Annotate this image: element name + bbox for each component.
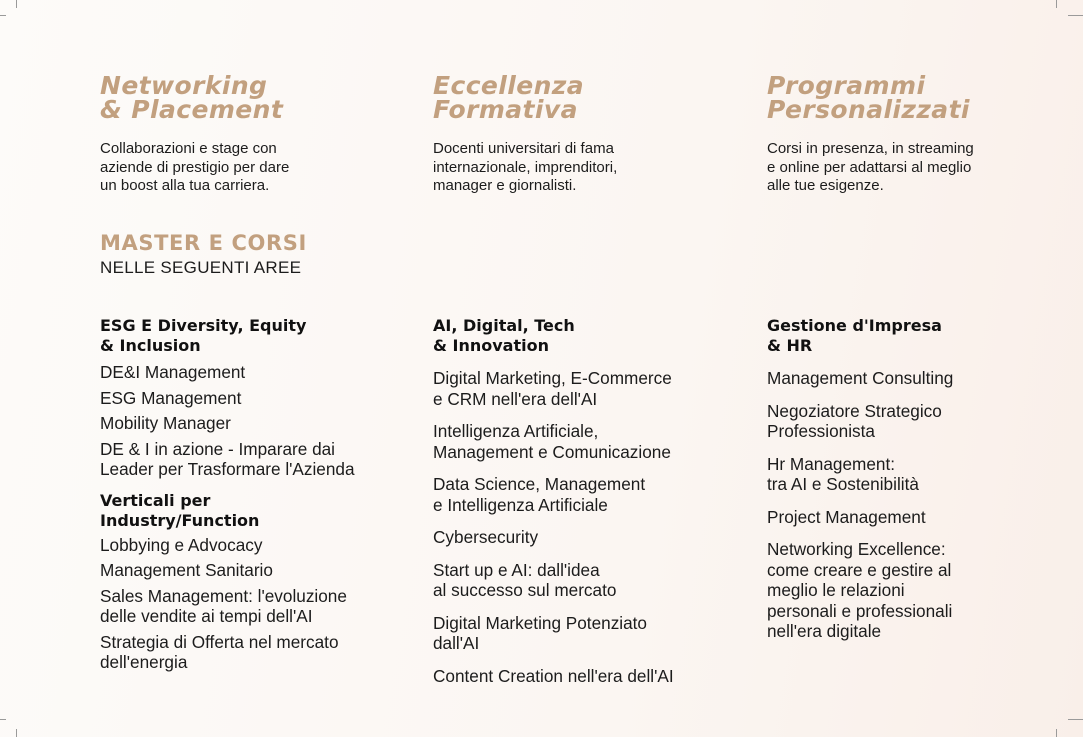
- area-title-line: Gestione d'Impresa: [767, 316, 942, 335]
- course-line: Content Creation nell'era dell'AI: [433, 665, 674, 686]
- master-title: MASTER E CORSI: [100, 231, 307, 255]
- course-line: al successo sul mercato: [433, 580, 617, 600]
- feature-desc-programmi: [767, 140, 1083, 196]
- course-line: tra AI e Sostenibilità: [767, 474, 919, 494]
- course-item: [433, 421, 763, 462]
- area-title-esg: [100, 316, 430, 356]
- crop-mark-right-top: [1068, 15, 1083, 16]
- feature-desc-line: e online per adattarsi al meglio: [767, 158, 972, 176]
- course-item: [767, 368, 1083, 389]
- feature-desc-line: Docenti universitari di fama: [433, 140, 614, 157]
- feature-title-line: Formativa: [433, 95, 578, 124]
- crop-mark-left-top: [0, 15, 6, 16]
- feature-desc-line: Corsi in presenza, in streaming: [767, 140, 974, 157]
- area-column-gestione: [767, 316, 1083, 642]
- area-title-line: Verticali per: [100, 490, 211, 510]
- feature-desc-line: alle tue esigenze.: [767, 177, 884, 194]
- feature-title-line: & Placement: [100, 95, 284, 124]
- course-line: Strategia di Offerta nel mercato: [100, 631, 339, 652]
- course-line: Start up e AI: dall'idea: [433, 559, 600, 580]
- course-line: Sales Management: l'evoluzione: [100, 585, 347, 606]
- course-line: Professionista: [767, 421, 875, 441]
- course-line: Lobbying e Advocacy: [100, 534, 263, 555]
- area-title-line: Industry/Function: [100, 510, 260, 530]
- feature-desc-line: aziende di prestigio per dare: [100, 158, 290, 176]
- crop-mark-bottom-left: [16, 729, 17, 737]
- course-item: [433, 613, 763, 654]
- course-line: Negoziatore Strategico: [767, 400, 942, 421]
- feature-title-line: Personalizzati: [767, 95, 970, 124]
- course-item: [433, 527, 763, 548]
- course-item: [767, 507, 1083, 528]
- area-title-verticali: [100, 491, 430, 531]
- master-subtitle: NELLE SEGUENTI AREE: [100, 258, 302, 277]
- course-item: [433, 666, 763, 687]
- feature-title-programmi: [767, 71, 970, 124]
- course-line: Data Science, Management: [433, 474, 646, 494]
- course-line: DE & I in azione - Imparare dai: [100, 438, 336, 459]
- course-line: dall'AI: [433, 633, 480, 653]
- feature-desc-line: manager e giornalisti.: [433, 177, 577, 194]
- course-item: [100, 439, 430, 480]
- area-title-line: ESG E Diversity, Equity: [100, 316, 307, 335]
- feature-title-eccellenza: [433, 71, 584, 124]
- course-line: Hr Management:: [767, 453, 896, 474]
- course-item: [100, 388, 430, 409]
- area-column-ai: [433, 316, 763, 686]
- course-line: Management Sanitario: [100, 560, 273, 580]
- course-item: [100, 560, 430, 581]
- course-line: meglio le relazioni: [767, 580, 905, 600]
- area-column-esg-verticali: [100, 316, 430, 673]
- course-line: come creare e gestire al: [767, 559, 952, 580]
- course-line: Digital Marketing Potenziato: [433, 612, 647, 633]
- crop-mark-right-bottom: [1068, 719, 1083, 720]
- course-item: [767, 454, 1083, 495]
- area-title-line: & HR: [767, 336, 813, 355]
- course-line: Cybersecurity: [433, 527, 539, 547]
- feature-title-line: Programmi: [767, 71, 926, 100]
- course-line: Networking Excellence:: [767, 539, 946, 559]
- feature-desc-eccellenza: [433, 140, 753, 196]
- course-line: e CRM nell'era dell'AI: [433, 388, 598, 409]
- course-line: Digital Marketing, E-Commerce: [433, 368, 672, 388]
- feature-desc-line: un boost alla tua carriera.: [100, 177, 270, 194]
- feature-desc-networking: [100, 140, 420, 196]
- course-item: [767, 539, 1083, 642]
- feature-title-line: Networking: [100, 71, 268, 100]
- course-line: nell'era digitale: [767, 621, 882, 641]
- course-line: Intelligenza Artificiale,: [433, 421, 599, 441]
- course-item: [100, 535, 430, 556]
- area-title-line: AI, Digital, Tech: [433, 316, 575, 335]
- course-item: [433, 368, 763, 409]
- course-item: [767, 401, 1083, 442]
- course-line: delle vendite ai tempi dell'AI: [100, 606, 313, 626]
- feature-title-line: Eccellenza: [433, 71, 584, 100]
- course-line: DE&I Management: [100, 362, 246, 382]
- area-title-gestione: [767, 316, 1083, 356]
- course-line: Project Management: [767, 506, 926, 527]
- crop-mark-left-bottom: [0, 719, 6, 720]
- course-item: [433, 474, 763, 515]
- feature-desc-line: internazionale, imprenditori,: [433, 158, 618, 176]
- course-item: [100, 413, 430, 434]
- area-title-ai: [433, 316, 763, 356]
- course-line: Management e Comunicazione: [433, 441, 671, 462]
- area-title-line: & Inclusion: [100, 336, 201, 355]
- crop-mark-top-right: [1056, 0, 1057, 8]
- course-line: Leader per Trasformare l'Azienda: [100, 459, 355, 479]
- crop-mark-top-left: [16, 0, 17, 8]
- feature-title-networking: [100, 71, 284, 124]
- course-line: personali e professionali: [767, 600, 953, 621]
- course-item: [100, 632, 430, 673]
- course-line: Management Consulting: [767, 368, 954, 388]
- course-line: Mobility Manager: [100, 413, 231, 433]
- course-line: e Intelligenza Artificiale: [433, 494, 608, 515]
- course-item: [433, 560, 763, 601]
- feature-desc-line: Collaborazioni e stage con: [100, 140, 277, 157]
- course-line: dell'energia: [100, 652, 188, 672]
- course-item: [100, 586, 430, 627]
- area-title-line: & Innovation: [433, 336, 549, 355]
- course-line: ESG Management: [100, 387, 242, 408]
- crop-mark-bottom-right: [1056, 729, 1057, 737]
- course-item: [100, 362, 430, 383]
